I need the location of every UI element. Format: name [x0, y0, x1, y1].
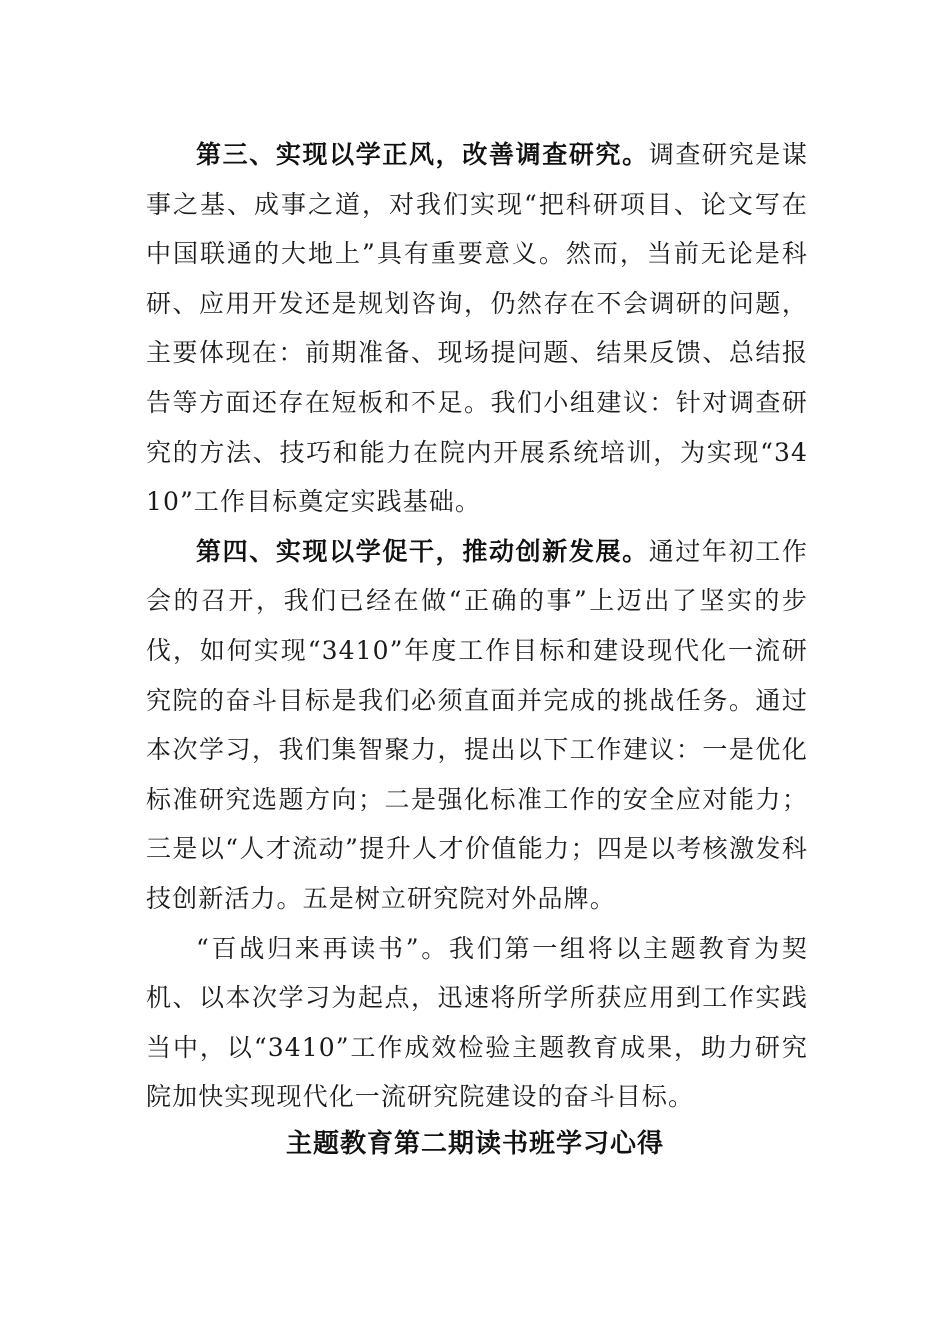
document-body — [146, 130, 808, 1122]
paragraph-text: “百战归来再读书”。我们第一组将以主题教育为契机、以本次学习为起点，迅速将所学所获应用到工作实践当中，以“3410”工作成效检验主题教育成果，助力研究院加快实现现代化一流研究院建设的奋斗目标。 — [146, 933, 808, 1112]
next-section-title: 主题教育第二期读书班学习心得 — [285, 1129, 664, 1159]
paragraph-closing — [146, 924, 808, 1122]
paragraph-section-four — [146, 527, 808, 924]
paragraph-text: 调查研究是谋事之基、成事之道，对我们实现“把科研项目、论文写在中国联通的大地上”具有重要意义。然而，当前无论是科研、应用开发还是规划咨询，仍然存在不会调研的问题，主要体现在：前期准备、现场提问题、结果反馈、总结报告等方面还存在短板和不足。我们小组建议：针对调查研究的方法、技巧和能力在院内开展系统培训，为实现“3410”工作目标奠定实践基础。 — [146, 140, 808, 517]
paragraph-lead-heading: 第四、实现以学促干，推动创新发展。 — [196, 536, 649, 566]
paragraph-text: 通过年初工作会的召开，我们已经在做“正确的事”上迈出了坚实的步伐，如何实现“3410”年度工作目标和建设现代化一流研究院的奋斗目标是我们必须直面并完成的挑战任务。通过本次学习，我们集智聚力，提出以下工作建议：一是优化标准研究选题方向；二是强化标准工作的安全应对能力；三是以“人才流动”提升人才价值能力；四是以考核激发科技创新活力。五是树立研究院对外品牌。 — [146, 536, 808, 913]
paragraph-lead-heading: 第三、实现以学正风，改善调查研究。 — [196, 140, 649, 169]
paragraph-section-three — [146, 130, 808, 527]
